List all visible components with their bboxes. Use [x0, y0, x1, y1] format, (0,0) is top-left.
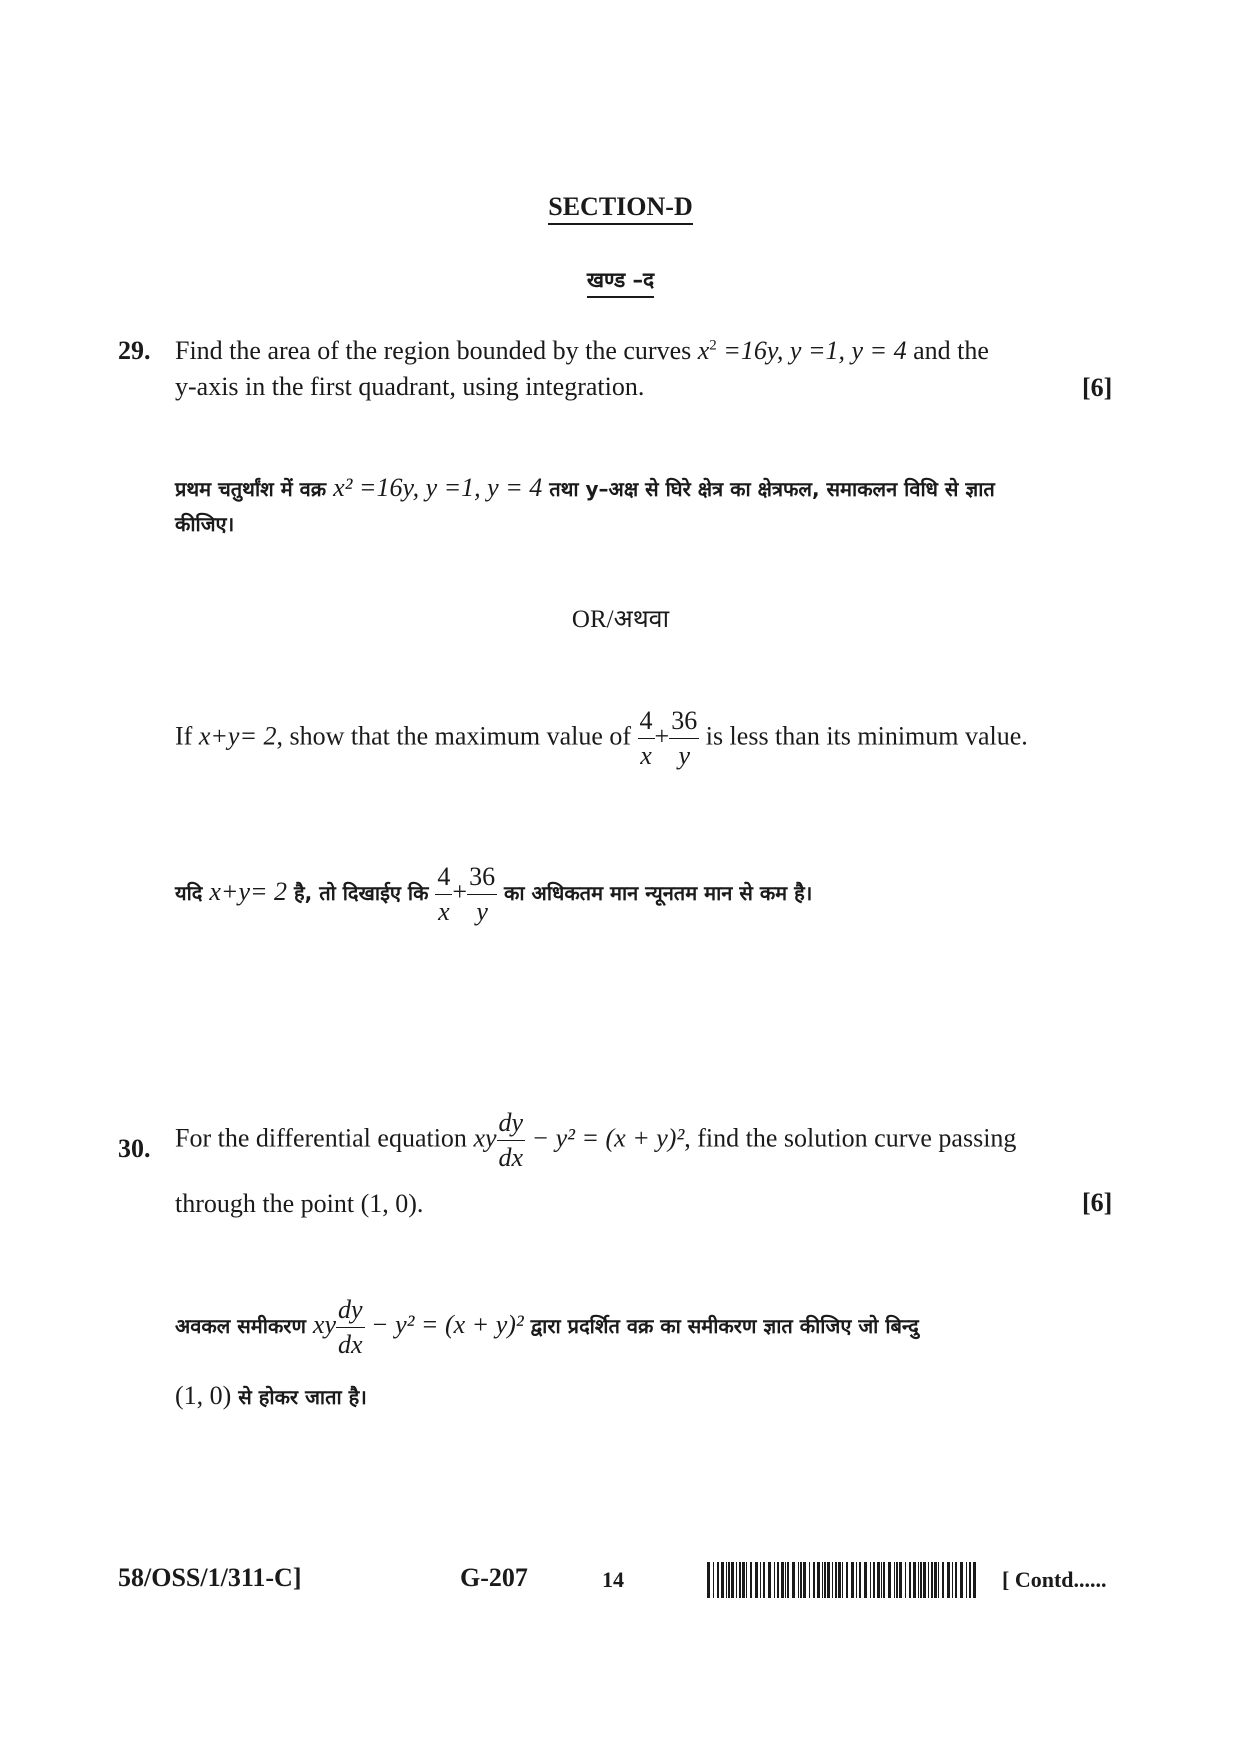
hindi-frac1-den: x [438, 897, 450, 926]
q29-eq-sup: 2 [709, 337, 717, 354]
hindi-fraction-4-over-x [435, 862, 452, 927]
fraction-dy-dx [497, 1108, 526, 1173]
question-30-hindi [175, 1295, 1120, 1360]
footer-series: G-207 [460, 1563, 528, 1592]
footer-contd: [ Contd...... [1002, 1567, 1107, 1592]
q30-hindi-xy: xy [312, 1310, 336, 1339]
q30-text-prefix: For the differential equation [175, 1123, 474, 1153]
section-title [0, 192, 1241, 222]
q30-hindi-dx: dx [338, 1330, 363, 1359]
q29-eq-rest: =16y, y =1, y = 4 [716, 336, 907, 365]
alt-suffix: is less than its minimum value. [699, 721, 1028, 751]
alt-hindi-prefix: यदि [175, 881, 210, 905]
footer-paper-code: 58/OSS/1/311-C] [118, 1563, 302, 1592]
hindi-frac2-num: 36 [467, 862, 497, 895]
q30-hindi-dy: dy [336, 1295, 365, 1328]
q29-text-and: and the [906, 336, 989, 365]
or-label-text: OR/अथवा [571, 606, 670, 633]
q29-hindi-eq: x² =16y, y =1, y = 4 [333, 473, 543, 502]
q29-hindi-part1: प्रथम चतुर्थांश में वक्र [175, 477, 334, 501]
section-title-hindi-text: खण्ड –द [587, 268, 654, 298]
fraction-36-over-y [669, 706, 699, 771]
alt-hindi-condition: x+y= 2 [209, 877, 288, 906]
plus-sign: + [654, 721, 670, 751]
question-30-number: 30. [118, 1134, 151, 1163]
fraction-4-over-x [638, 706, 655, 771]
question-30-marks: [6] [1082, 1188, 1113, 1217]
question-29-marks: [6] [1082, 373, 1113, 402]
q30-eq-xy: xy [473, 1123, 497, 1153]
question-29-alternative-hindi [175, 862, 812, 927]
footer-page-number: 14 [602, 1567, 624, 1592]
q29-hindi-part2: तथा y–अक्ष से घिरे क्षेत्र का क्षेत्रफल, समाकलन विधि से ज्ञात [542, 477, 995, 501]
section-title-text: SECTION-D [548, 192, 692, 225]
question-29-text [175, 333, 1113, 369]
q30-text-suffix: , find the solution curve passing [684, 1123, 1017, 1153]
question-29-line2: y-axis in the first quadrant, using integration. [175, 372, 645, 401]
q30-eq-rest: − y² = (x + y)² [525, 1123, 685, 1153]
q30-hindi-prefix: अवकल समीकरण [175, 1314, 313, 1338]
frac1-num: 4 [638, 706, 655, 739]
frac1-den: x [640, 741, 652, 770]
q29-eq-x: x [697, 336, 710, 365]
question-30-line2: through the point (1, 0). [175, 1189, 424, 1218]
question-30-hindi-line2 [175, 1381, 367, 1411]
alt-hindi-mid: है, तो दिखाईए कि [287, 881, 436, 905]
hindi-fraction-36-over-y [467, 862, 497, 927]
q29-text-part: Find the area of the region bounded by the curves [175, 336, 698, 365]
alt-prefix: If [175, 721, 199, 751]
alt-mid: , show that the maximum value of [276, 721, 638, 751]
question-29-hindi-line2: कीजिए। [175, 512, 235, 536]
q30-hindi-rest: से होकर जाता है। [231, 1385, 367, 1409]
question-30-text [175, 1108, 1115, 1173]
hindi-fraction-dy-dx [336, 1295, 365, 1360]
barcode-icon [707, 1562, 977, 1598]
hindi-frac2-den: y [476, 897, 488, 926]
frac2-num: 36 [669, 706, 699, 739]
or-label [0, 601, 1241, 635]
q30-hindi-point: (1, 0) [175, 1381, 232, 1410]
q30-hindi-eq-rest: − y² = (x + y)² [364, 1310, 524, 1339]
q30-hindi-suffix: द्वारा प्रदर्शित वक्र का समीकरण ज्ञात कीजिए जो बिन्दु [523, 1314, 919, 1338]
alt-hindi-suffix: का अधिकतम मान न्यूनतम मान से कम है। [497, 881, 813, 905]
hindi-frac1-num: 4 [435, 862, 452, 895]
frac2-den: y [678, 741, 690, 770]
question-29-number: 29. [118, 336, 151, 365]
hindi-plus-sign: + [452, 877, 468, 906]
q30-dx: dx [498, 1143, 524, 1172]
section-title-hindi [0, 266, 1241, 294]
q30-dy: dy [497, 1108, 526, 1141]
question-29-hindi [175, 473, 1120, 503]
alt-condition: x+y= 2 [198, 721, 277, 751]
question-29-alternative [175, 706, 1028, 771]
